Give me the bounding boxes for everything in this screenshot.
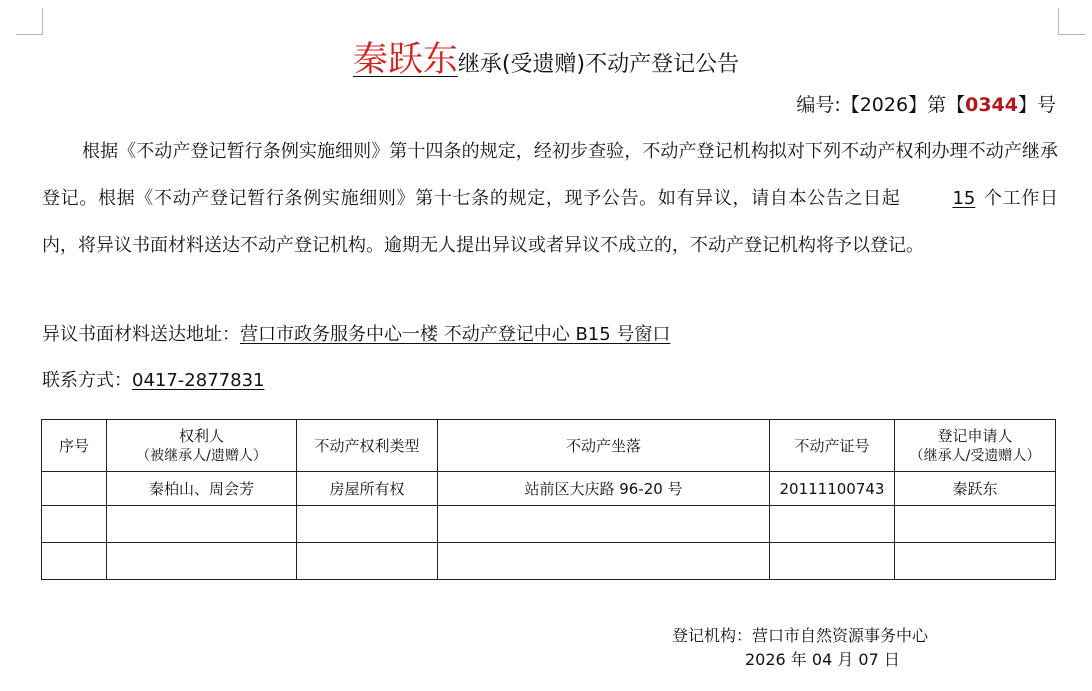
cell-seq xyxy=(42,506,107,543)
title-person-name: 秦跃东 xyxy=(352,40,458,80)
cell-applicant xyxy=(895,543,1056,580)
contact-label: 联系方式： xyxy=(42,370,132,391)
document-number xyxy=(796,90,1056,120)
address-label: 异议书面材料送达地址： xyxy=(42,324,240,345)
table-row xyxy=(42,506,1056,543)
cell-cert-no: 20111100743 xyxy=(770,472,895,506)
cell-seq xyxy=(42,472,107,506)
notice-body-paragraph xyxy=(42,128,1058,269)
cell-location xyxy=(438,543,770,580)
body-text-part2: 个工作日内，将异议书面材料送达不动产登记机构。逾期无人提出异议或者异议不成立的，不动产登记机构将予以登记。 xyxy=(42,188,1059,256)
doc-number-value: 0344 xyxy=(965,94,1018,116)
contact-line xyxy=(42,366,270,396)
cell-right-type: 房屋所有权 xyxy=(297,472,438,506)
table-header-row xyxy=(42,420,1056,472)
objection-days: 15 xyxy=(952,188,976,209)
address-line xyxy=(42,320,670,350)
doc-number-year: 2026 xyxy=(859,94,909,116)
doc-number-suffix: 】号 xyxy=(1017,94,1056,116)
header-holder-sub: （被继承人/遗赠人） xyxy=(136,447,267,464)
table-row xyxy=(42,472,1056,506)
cell-location: 站前区大庆路 96-20 号 xyxy=(438,472,770,506)
table-row xyxy=(42,543,1056,580)
cell-cert-no xyxy=(770,506,895,543)
header-cert-no: 不动产证号 xyxy=(770,420,895,472)
registration-table xyxy=(41,419,1056,580)
header-applicant-main: 登记申请人 xyxy=(937,426,1013,445)
header-applicant xyxy=(895,420,1056,472)
header-seq: 序号 xyxy=(42,420,107,472)
doc-number-prefix: 编号:【 xyxy=(796,94,860,116)
cell-holder: 秦柏山、周会芳 xyxy=(107,472,297,506)
header-holder xyxy=(107,420,297,472)
registration-agency xyxy=(672,624,928,648)
page-corner-mark-top-left xyxy=(16,8,43,35)
cell-location xyxy=(438,506,770,543)
cell-holder xyxy=(107,543,297,580)
header-location: 不动产坐落 xyxy=(438,420,770,472)
cell-right-type xyxy=(297,543,438,580)
header-right-type: 不动产权利类型 xyxy=(297,420,438,472)
cell-applicant xyxy=(895,506,1056,543)
address-value: 营口市政务服务中心一楼 不动产登记中心 B15 号窗口 xyxy=(240,324,671,345)
doc-number-mid: 】第【 xyxy=(908,94,966,116)
header-holder-main: 权利人 xyxy=(178,426,224,445)
page-corner-mark-top-right xyxy=(1058,8,1085,35)
cell-applicant: 秦跃东 xyxy=(895,472,1056,506)
title-text: 继承(受遗赠)不动产登记公告 xyxy=(457,52,740,77)
notice-title xyxy=(0,38,1092,88)
body-text-part1: 根据《不动产登记暂行条例实施细则》第十四条的规定，经初步查验，不动产登记机构拟对下列不动产权利办理不动产继承登记。根据《不动产登记暂行条例实施细则》第十七条的规定，现予公告。如有异议，请自本公告之日起 xyxy=(42,141,1058,209)
cell-right-type xyxy=(297,506,438,543)
cell-holder xyxy=(107,506,297,543)
cell-seq xyxy=(42,543,107,580)
agency-label: 登记机构： xyxy=(672,626,753,645)
agency-name: 营口市自然资源事务中心 xyxy=(752,626,929,645)
cell-cert-no xyxy=(770,543,895,580)
header-applicant-sub: （继承人/受遗赠人） xyxy=(909,447,1041,464)
notice-date: 2026 年 04 月 07 日 xyxy=(745,650,900,669)
contact-value: 0417-2877831 xyxy=(132,370,265,391)
